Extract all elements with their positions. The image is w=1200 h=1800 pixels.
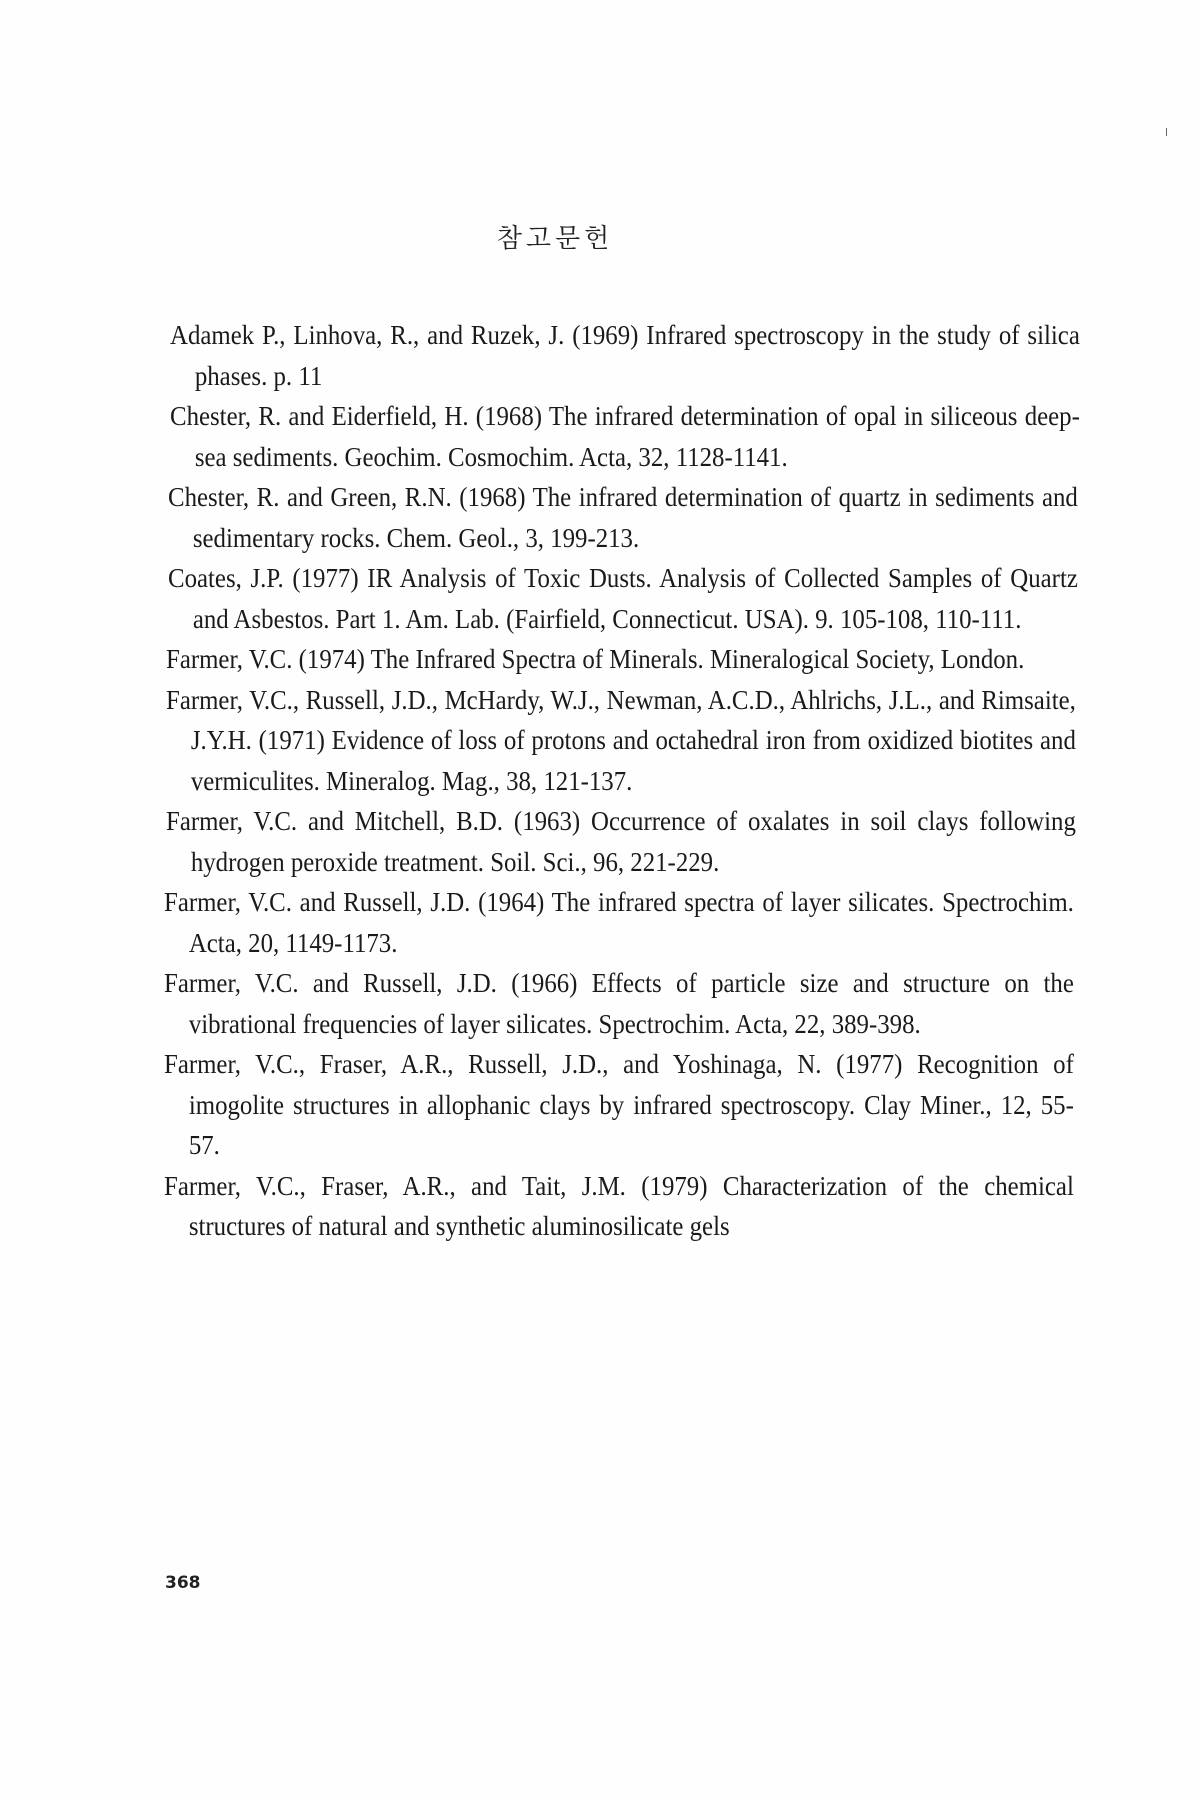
- page-number: 368: [165, 1573, 201, 1593]
- page-title: 참고문헌: [496, 224, 614, 254]
- reference-item: Chester, R. and Green, R.N. (1968) The infrared determination of quartz in sediments and sedimentary rocks. Chem. Geol., 3, 199-213.: [168, 482, 1078, 553]
- reference-item: Farmer, V.C., Russell, J.D., McHardy, W.J., Newman, A.C.D., Ahlrichs, J.L., and Rimsaite, J.Y.H. (1971) Evidence of loss of protons and octahedral iron from oxidized biotites and vermiculites. Mineralog. Mag., 38, 121-137.: [166, 684, 1076, 796]
- reference-item: Chester, R. and Eiderfield, H. (1968) The infrared determination of opal in siliceous deep-sea sediments. Geochim. Cosmochim. Acta, 32, 1128-1141.: [170, 401, 1080, 472]
- reference-item: Farmer, V.C. (1974) The Infrared Spectra of Minerals. Mineralogical Society, London.: [166, 644, 1025, 674]
- reference-item: Farmer, V.C. and Russell, J.D. (1964) The infrared spectra of layer silicates. Spectrochim. Acta, 20, 1149-1173.: [164, 887, 1074, 958]
- scan-artifact: [1166, 128, 1167, 136]
- reference-item: Farmer, V.C., Fraser, A.R., Russell, J.D., and Yoshinaga, N. (1977) Recognition of imogolite structures in allophanic clays by infrared spectroscopy. Clay Miner., 12, 55-57.: [164, 1049, 1074, 1160]
- reference-item: Farmer, V.C., Fraser, A.R., and Tait, J.M. (1979) Characterization of the chemical structures of natural and synthetic aluminosilicate gels: [164, 1170, 1074, 1241]
- reference-item: Farmer, V.C. and Mitchell, B.D. (1963) Occurrence of oxalates in soil clays following hydrogen peroxide treatment. Soil. Sci., 96, 221-229.: [166, 806, 1076, 877]
- reference-list: [164, 315, 1080, 1247]
- reference-item: Farmer, V.C. and Russell, J.D. (1966) Effects of particle size and structure on the vibrational frequencies of layer silicates. Spectrochim. Acta, 22, 389-398.: [164, 968, 1074, 1039]
- reference-item: Coates, J.P. (1977) IR Analysis of Toxic Dusts. Analysis of Collected Samples of Quartz and Asbestos. Part 1. Am. Lab. (Fairfield, Connecticut. USA). 9. 105-108, 110-111.: [168, 563, 1078, 634]
- reference-item: Adamek P., Linhova, R., and Ruzek, J. (1969) Infrared spectroscopy in the study of silica phases. p. 11: [170, 320, 1080, 391]
